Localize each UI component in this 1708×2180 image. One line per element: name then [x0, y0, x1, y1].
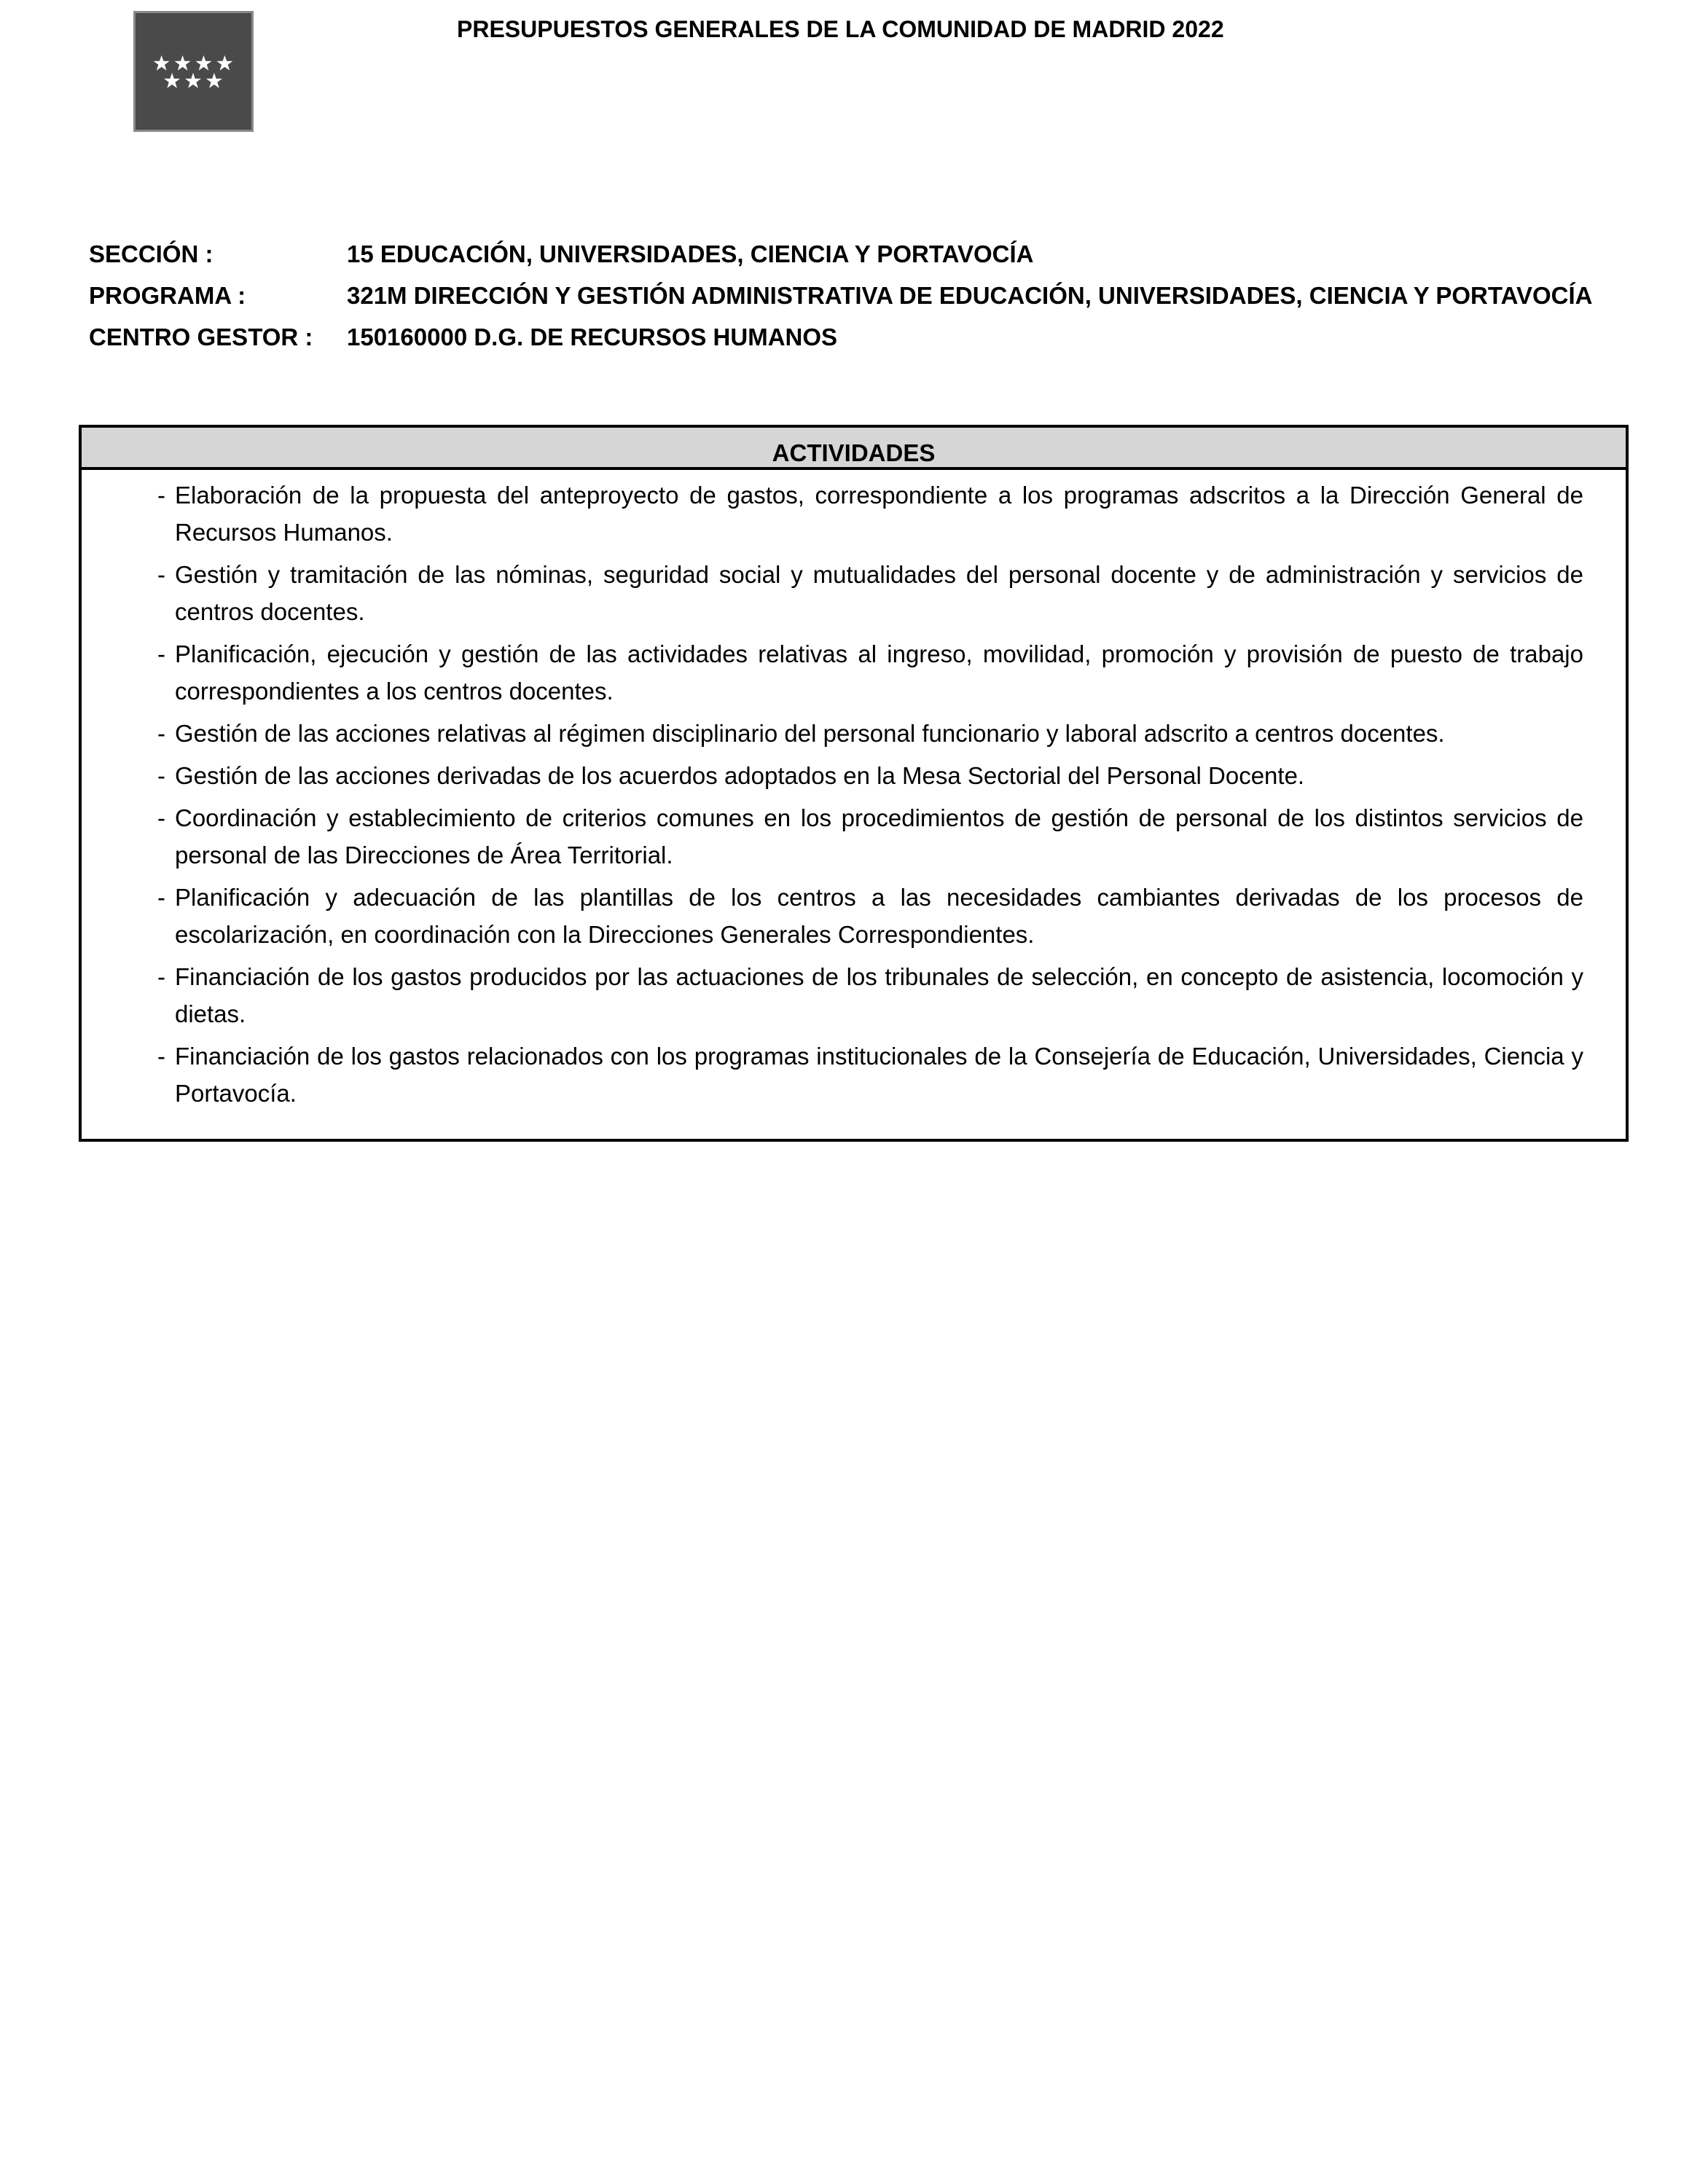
programa-label: PROGRAMA : [89, 282, 246, 309]
bullet-dash: - [157, 963, 165, 990]
centro-gestor-label: CENTRO GESTOR : [89, 324, 313, 350]
programa-value: 321M DIRECCIÓN Y GESTIÓN ADMINISTRATIVA DE EDUCACIÓN, UNIVERSIDADES, CIENCIA Y PORTAVOCÍA [347, 282, 1593, 309]
community-of-madrid-logo [133, 11, 254, 132]
activity-text: Gestión y tramitación de las nóminas, seguridad social y mutualidades del personal docente y de administración y servicios de centros docentes. [175, 561, 1583, 625]
activities-table [79, 425, 1629, 1142]
seven-stars-icon [136, 13, 251, 130]
bullet-dash: - [157, 640, 165, 667]
activity-item [157, 556, 1583, 630]
activity-item [157, 879, 1583, 953]
bullet-dash: - [157, 884, 165, 911]
bullet-dash: - [157, 804, 165, 831]
activity-text: Elaboración de la propuesta del anteproyecto de gastos, correspondiente a los programas adscritos a la Dirección General de Recursos Humanos. [175, 482, 1583, 546]
activities-header: ACTIVIDADES [82, 428, 1626, 470]
document-title: PRESUPUESTOS GENERALES DE LA COMUNIDAD DE MADRID 2022 [457, 16, 1224, 42]
activity-item [157, 715, 1583, 752]
centro-gestor-value: 150160000 D.G. DE RECURSOS HUMANOS [347, 324, 838, 350]
activity-text: Financiación de los gastos relacionados con los programas institucionales de la Consejería de Educación, Universidades, Ciencia y Portavocía. [175, 1043, 1583, 1107]
activities-list [82, 470, 1626, 1117]
bullet-dash: - [157, 561, 165, 588]
activity-item [157, 799, 1583, 874]
activity-text: Coordinación y establecimiento de criterios comunes en los procedimientos de gestión de personal de los distintos servicios de personal de las Direcciones de Área Territorial. [175, 804, 1583, 869]
bullet-dash: - [157, 482, 165, 509]
activity-text: Planificación y adecuación de las plantillas de los centros a las necesidades cambiantes derivadas de los procesos de escolarización, en coordinación con la Direcciones Generales Correspondientes. [175, 884, 1583, 948]
activity-item [157, 477, 1583, 551]
activity-text: Planificación, ejecución y gestión de las actividades relativas al ingreso, movilidad, promoción y provisión de puesto de trabajo correspondientes a los centros docentes. [175, 640, 1583, 705]
seccion-value: 15 EDUCACIÓN, UNIVERSIDADES, CIENCIA Y PORTAVOCÍA [347, 240, 1034, 267]
activity-text: Financiación de los gastos producidos por las actuaciones de los tribunales de selección, en concepto de asistencia, locomoción y dietas. [175, 963, 1583, 1027]
seccion-label: SECCIÓN : [89, 240, 214, 267]
activity-item [157, 1038, 1583, 1112]
activity-text: Gestión de las acciones derivadas de los acuerdos adoptados en la Mesa Sectorial del Personal Docente. [175, 762, 1305, 789]
activity-item [157, 958, 1583, 1032]
bullet-dash: - [157, 1043, 165, 1070]
activity-item [157, 635, 1583, 710]
bullet-dash: - [157, 762, 165, 789]
activity-text: Gestión de las acciones relativas al régimen disciplinario del personal funcionario y laboral adscrito a centros docentes. [175, 720, 1445, 747]
bullet-dash: - [157, 720, 165, 747]
activity-item [157, 757, 1583, 794]
